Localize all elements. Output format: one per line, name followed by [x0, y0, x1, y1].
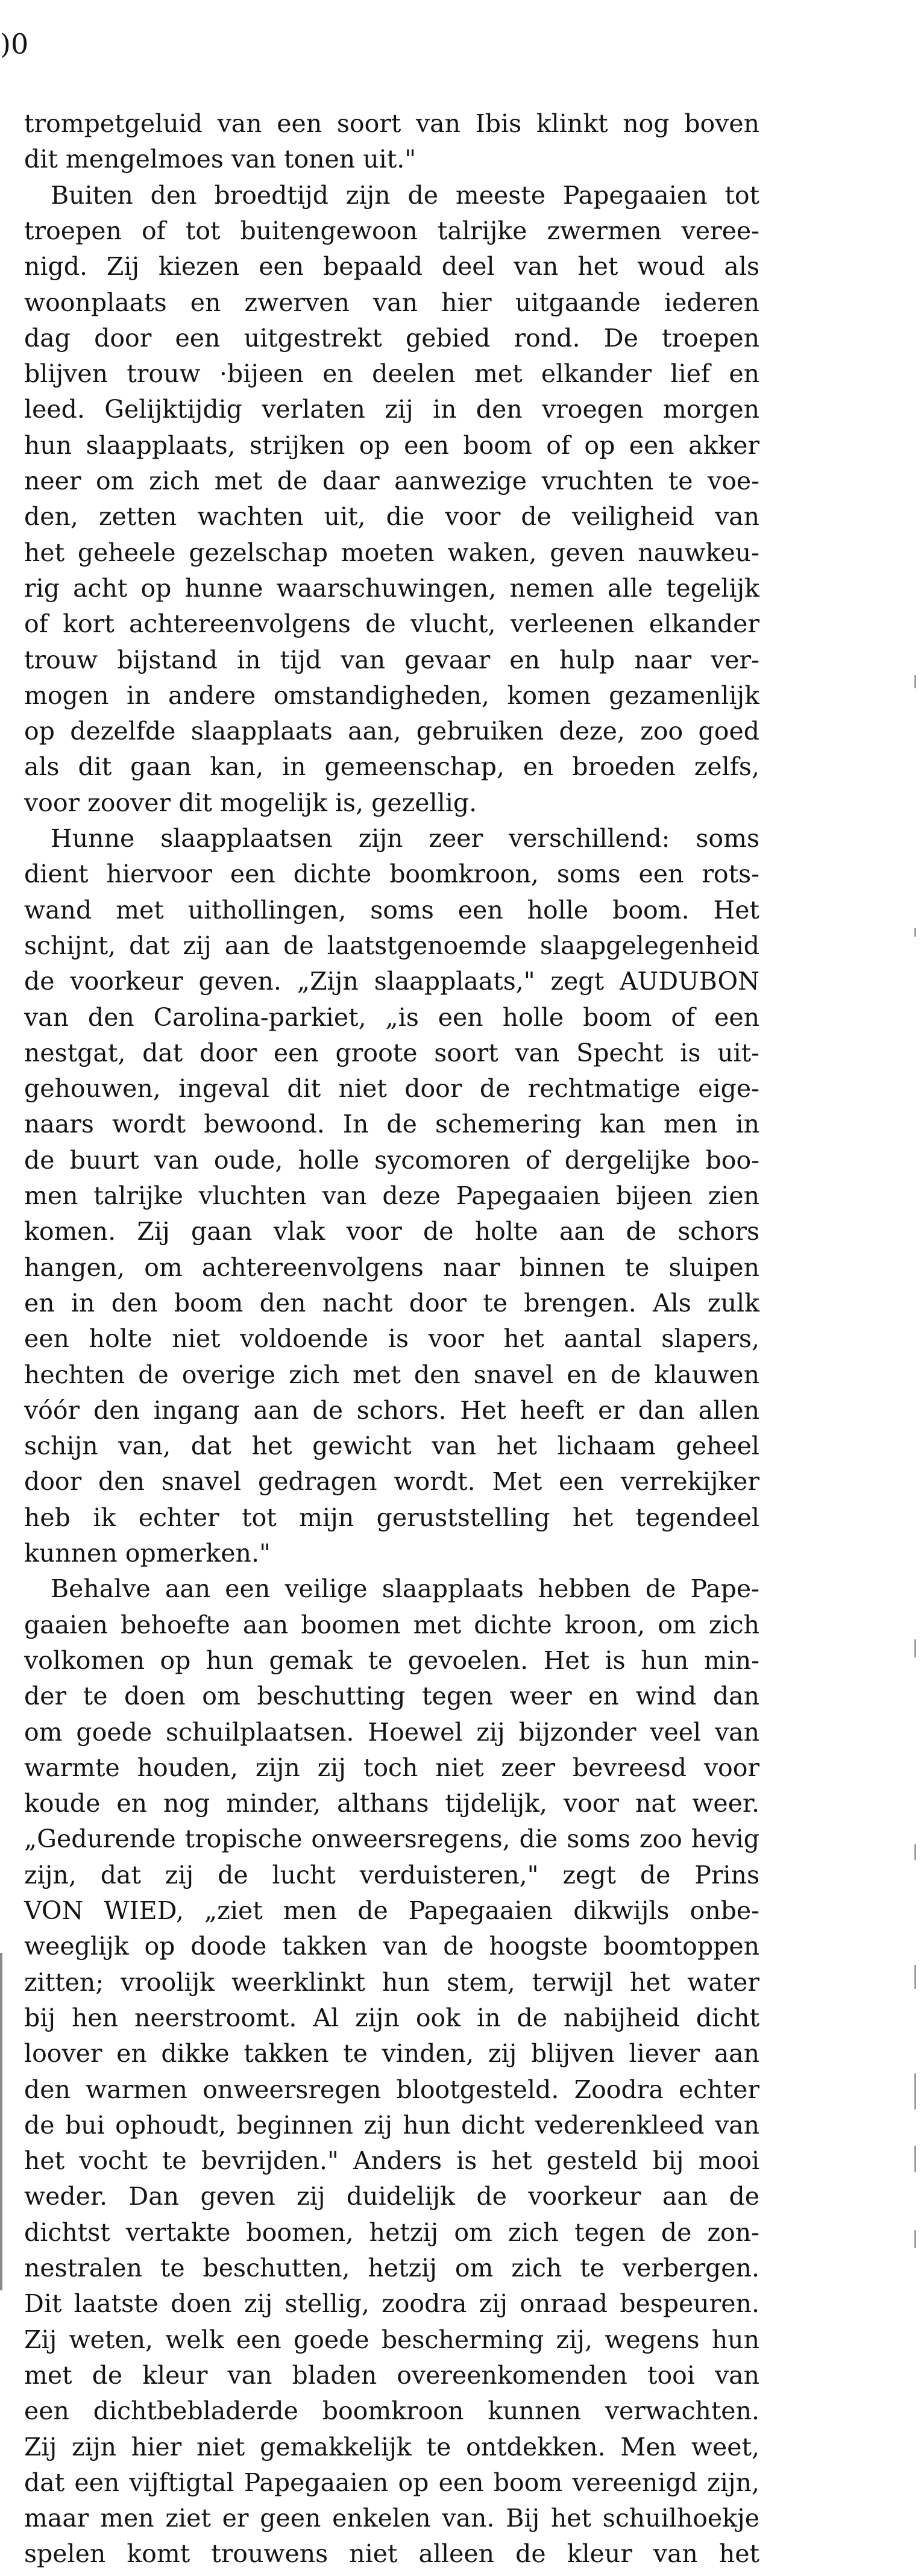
text-line: spelen komt trouwens niet alleen de kleur van het: [24, 2539, 759, 2568]
text-line: met de kleur van bladen overeenkomenden tooi van: [24, 2361, 759, 2390]
text-line: woonplaats en zwerven van hier uitgaande iederen: [24, 288, 759, 317]
text-line: gehouwen, ingeval dit niet door de rechtmatige eige-: [24, 1074, 759, 1103]
text-line: als dit gaan kan, in gemeenschap, en broeden zelfs,: [24, 752, 759, 781]
text-line: nestralen te beschutten, hetzij om zich te verbergen.: [24, 2254, 759, 2282]
text-line: nigd. Zij kiezen een bepaald deel van het woud als: [24, 252, 759, 281]
text-line: een dichtbebladerde boomkroon kunnen verwachten.: [24, 2396, 759, 2425]
text-line: der te doen om beschutting tegen weer en wind dan: [24, 1682, 759, 1711]
text-line: of kort achtereenvolgens de vlucht, verleenen elkander: [24, 609, 759, 638]
text-line: nestgat, dat door een groote soort van Specht is uit-: [24, 1038, 759, 1067]
text-line: bij hen neerstroomt. Al zijn ook in de nabijheid dicht: [24, 2003, 759, 2032]
text-line: Zij zijn hier niet gemakkelijk te ontdekken. Men weet,: [24, 2433, 759, 2461]
text-line: warmte houden, zijn zij toch niet zeer bevreesd voor: [24, 1753, 759, 1782]
text-line: dichtst vertakte boomen, hetzij om zich tegen de zon-: [24, 2218, 759, 2247]
text-line: leed. Gelijktijdig verlaten zij in den vroegen morgen: [24, 395, 759, 424]
text-line: VON WIED, „ziet men de Papegaaien dikwijls onbe-: [24, 1896, 759, 1925]
text-line: mogen in andere omstandigheden, komen gezamenlijk: [24, 681, 759, 710]
text-line: hun slaapplaats, strijken op een boom of op een akker: [24, 431, 759, 460]
text-line: wand met uithollingen, soms een holle boom. Het: [24, 896, 759, 925]
text-line: een holte niet voldoende is voor het aantal slapers,: [24, 1324, 759, 1353]
text-line: Buiten den broedtijd zijn de meeste Papegaaien tot: [51, 181, 759, 210]
text-line: op dezelfde slaapplaats aan, gebruiken deze, zoo goed: [24, 717, 759, 746]
margin-rule: [0, 1953, 2, 2290]
text-line: en in den boom den nacht door te brengen. Als zulk: [24, 1289, 759, 1318]
text-line: den warmen onweersregen blootgesteld. Zoodra echter: [24, 2075, 759, 2104]
text-line: Dit laatste doen zij stellig, zoodra zij onraad bespeuren.: [24, 2289, 759, 2318]
text-line: het vocht te bevrijden." Anders is het gesteld bij mooi: [24, 2146, 759, 2175]
text-line: naars wordt bewoond. In de schemering kan men in: [24, 1110, 759, 1139]
text-line: hechten de overige zich met den snavel en de klauwen: [24, 1360, 759, 1389]
text-line: vóór den ingang aan de schors. Het heeft er dan allen: [24, 1396, 759, 1425]
text-line: heb ik echter tot mijn geruststelling het tegendeel: [24, 1503, 759, 1532]
text-line: dag door een uitgestrekt gebied rond. De troepen: [24, 324, 759, 353]
text-line: Behalve aan een veilige slaapplaats hebben de Pape-: [51, 1574, 759, 1603]
text-line: „Gedurende tropische onweersregens, die soms zoo hevig: [24, 1824, 759, 1853]
text-line: de buurt van oude, holle sycomoren of dergelijke boo-: [24, 1146, 759, 1175]
text-line: Zij weten, welk een goede bescherming zij, wegens hun: [24, 2325, 759, 2354]
text-line: schijn van, dat het gewicht van het lichaam geheel: [24, 1431, 759, 1460]
text-line: van den Carolina-parkiet, „is een holle boom of een: [24, 1003, 759, 1032]
text-line: dat een vijftigtal Papegaaien op een boom vereenigd zijn,: [24, 2468, 759, 2497]
text-line: door den snavel gedragen wordt. Met een verrekijker: [24, 1467, 759, 1496]
text-line: weeglijk op doode takken van de hoogste boomtoppen: [24, 1932, 759, 1961]
text-line: kunnen opmerken.": [24, 1539, 271, 1568]
text-line: neer om zich met de daar aanwezige vruchten te voe-: [24, 467, 759, 495]
text-line: loover en dikke takken te vinden, zij blijven liever aan: [24, 2039, 759, 2068]
text-line: zijn, dat zij de lucht verduisteren," zegt de Prins: [24, 1861, 759, 1890]
text-line: het geheele gezelschap moeten waken, geven nauwkeu-: [24, 538, 759, 567]
text-line: de voorkeur geven. „Zijn slaapplaats," zegt AUDUBON: [24, 967, 759, 996]
margin-scan-marks: [903, 603, 921, 2411]
text-line: den, zetten wachten uit, die voor de veiligheid van: [24, 502, 759, 531]
text-line: komen. Zij gaan vlak voor de holte aan de schors: [24, 1217, 759, 1246]
page-number: )0: [0, 28, 29, 60]
text-line: voor zoover dit mogelijk is, gezellig.: [24, 788, 477, 817]
text-line: dit mengelmoes van tonen uit.": [24, 145, 416, 174]
body-text-column: [24, 109, 759, 2568]
text-line: weder. Dan geven zij duidelijk de voorkeur aan de: [24, 2182, 759, 2211]
text-line: schijnt, dat zij aan de laatstgenoemde slaapgelegenheid: [24, 931, 759, 960]
text-line: rig acht op hunne waarschuwingen, nemen alle tegelijk: [24, 574, 759, 603]
text-line: trompetgeluid van een soort van Ibis klinkt nog boven: [24, 109, 759, 138]
text-line: koude en nog minder, althans tijdelijk, voor nat weer.: [24, 1789, 759, 1818]
text-line: men talrijke vluchten van deze Papegaaien bijeen zien: [24, 1181, 759, 1210]
text-line: blijven trouw ·bijeen en deelen met elkander lief en: [24, 359, 759, 388]
text-line: trouw bijstand in tijd van gevaar en hulp naar ver-: [24, 646, 759, 674]
text-line: hangen, om achtereenvolgens naar binnen te sluipen: [24, 1253, 759, 1282]
text-line: de bui ophoudt, beginnen zij hun dicht vederenkleed van: [24, 2111, 759, 2140]
text-line: zitten; vroolijk weerklinkt hun stem, terwijl het water: [24, 1968, 759, 1997]
text-line: volkomen op hun gemak te gevoelen. Het is hun min-: [24, 1646, 759, 1675]
text-line: troepen of tot buitengewoon talrijke zwermen veree-: [24, 216, 759, 245]
text-line: maar men ziet er geen enkelen van. Bij het schuilhoekje: [24, 2504, 759, 2533]
text-line: gaaien behoefte aan boomen met dichte kroon, om zich: [24, 1610, 759, 1639]
text-line: dient hiervoor een dichte boomkroon, soms een rots-: [24, 859, 759, 888]
text-line: om goede schuilplaatsen. Hoewel zij bijzonder veel van: [24, 1718, 759, 1747]
text-line: Hunne slaapplaatsen zijn zeer verschillend: soms: [51, 824, 759, 853]
